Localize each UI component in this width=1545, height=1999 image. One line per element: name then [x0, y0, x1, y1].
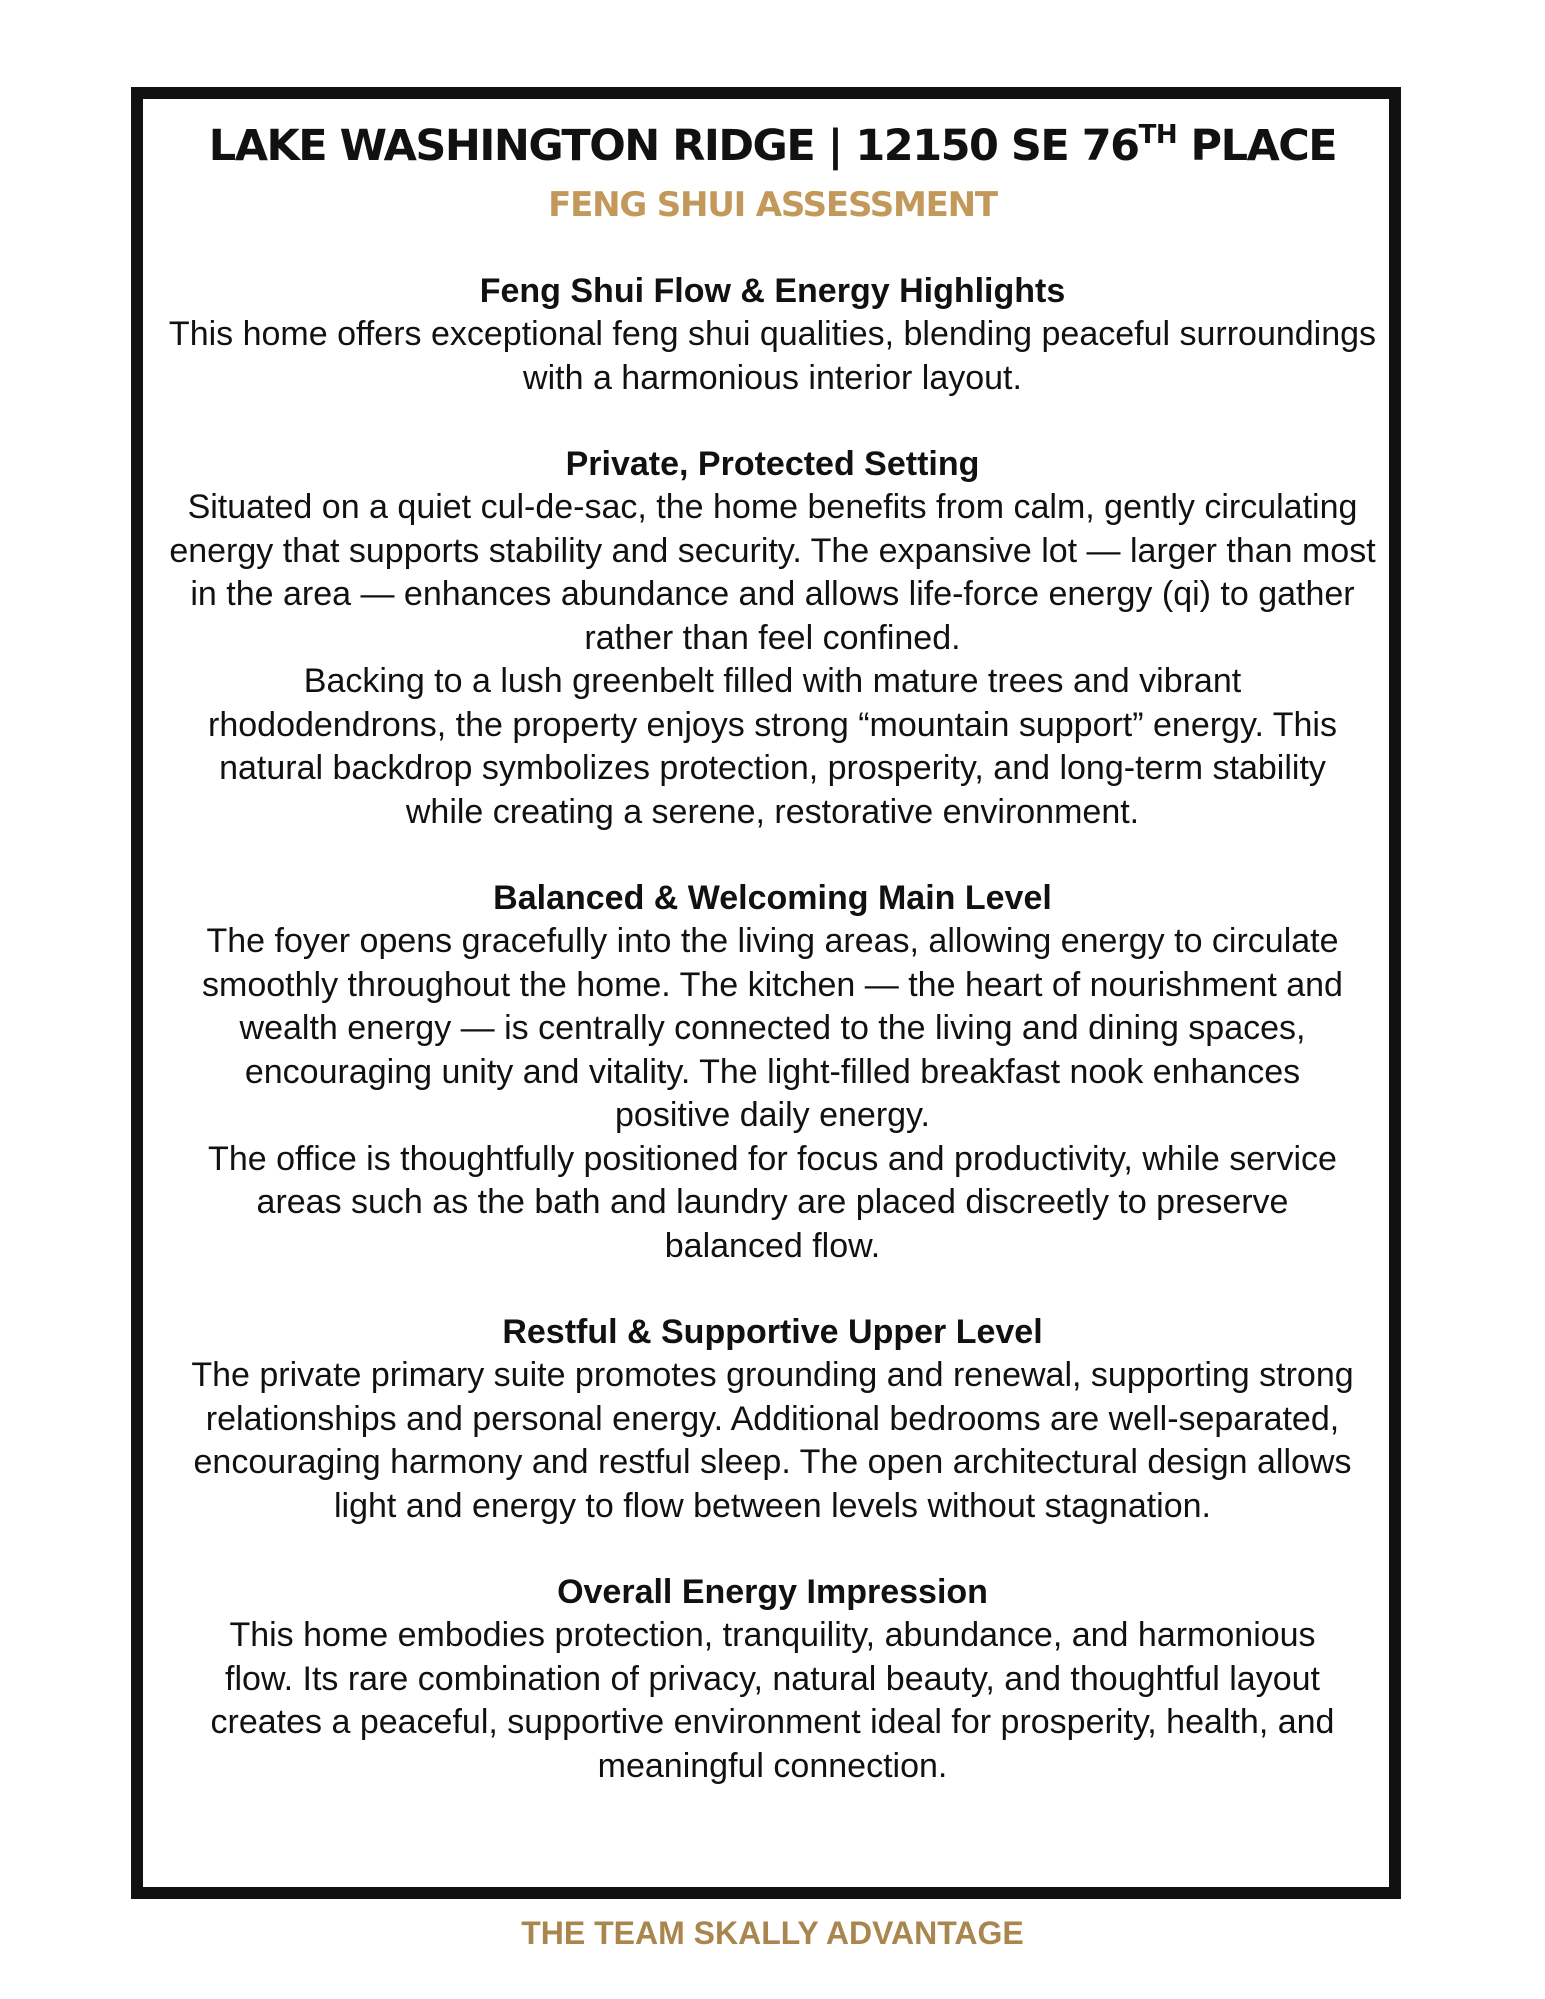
- section-heading: Feng Shui Flow & Energy Highlights: [479, 272, 1066, 310]
- section-heading: Private, Protected Setting: [565, 445, 980, 483]
- section-overall-impression: [165, 1571, 1380, 1788]
- section-paragraph: This home offers exceptional feng shui qualities, blending peaceful surroundings with a harmonious interior layout.: [168, 315, 1377, 397]
- section-heading: Restful & Supportive Upper Level: [502, 1313, 1043, 1351]
- section-heading: Balanced & Welcoming Main Level: [493, 879, 1052, 917]
- section-main-level: [165, 877, 1380, 1268]
- page-title-superscript: TH: [1138, 120, 1178, 150]
- page-title: [0, 120, 1545, 171]
- page-subtitle: FENG SHUI ASSESSMENT: [548, 185, 997, 225]
- section-paragraph: The office is thoughtfully positioned for focus and productivity, while service areas such as the bath and laundry are placed discreetly to preserve balanced flow.: [208, 1139, 1337, 1265]
- footer-tagline: THE TEAM SKALLY ADVANTAGE: [521, 1915, 1024, 1951]
- section-paragraph: Situated on a quiet cul-de-sac, the home benefits from calm, gently circulating energy that supports stability and security. The expansive lot — larger than most in the area — enhances abundance and allows life-force energy (qi) to gather rather than feel confined.: [169, 488, 1376, 657]
- page-title-end: PLACE: [1177, 121, 1337, 171]
- section-paragraph: The foyer opens gracefully into the living areas, allowing energy to circulate smoothly throughout the home. The kitchen — the heart of nourishment and wealth energy — is centrally connected to the living and dining spaces, encouraging unity and vitality. The light-filled breakfast nook enhances positive daily energy.: [202, 922, 1343, 1134]
- section-flow-energy-highlights: [165, 270, 1380, 400]
- assessment-content: [165, 270, 1380, 1831]
- section-upper-level: [165, 1311, 1380, 1528]
- section-paragraph: This home embodies protection, tranquility, abundance, and harmonious flow. Its rare combination of privacy, natural beauty, and thoughtful layout creates a peaceful, supportive environment ideal for prosperity, health, and meaningful connection.: [210, 1616, 1335, 1785]
- section-paragraph: Backing to a lush greenbelt filled with mature trees and vibrant rhododendrons, the property enjoys strong “mountain support” energy. This natural backdrop symbolizes protection, prosperity, and long-term stability while creating a serene, restorative environment.: [208, 662, 1337, 831]
- section-paragraph: The private primary suite promotes grounding and renewal, supporting strong relationships and personal energy. Additional bedrooms are well-separated, encouraging harmony and restful sleep. The open architectural design allows light and energy to flow between levels without stagnation.: [191, 1356, 1354, 1525]
- page-title-main: LAKE WASHINGTON RIDGE | 12150 SE 76: [208, 121, 1139, 171]
- section-private-protected-setting: [165, 443, 1380, 834]
- section-heading: Overall Energy Impression: [557, 1573, 988, 1611]
